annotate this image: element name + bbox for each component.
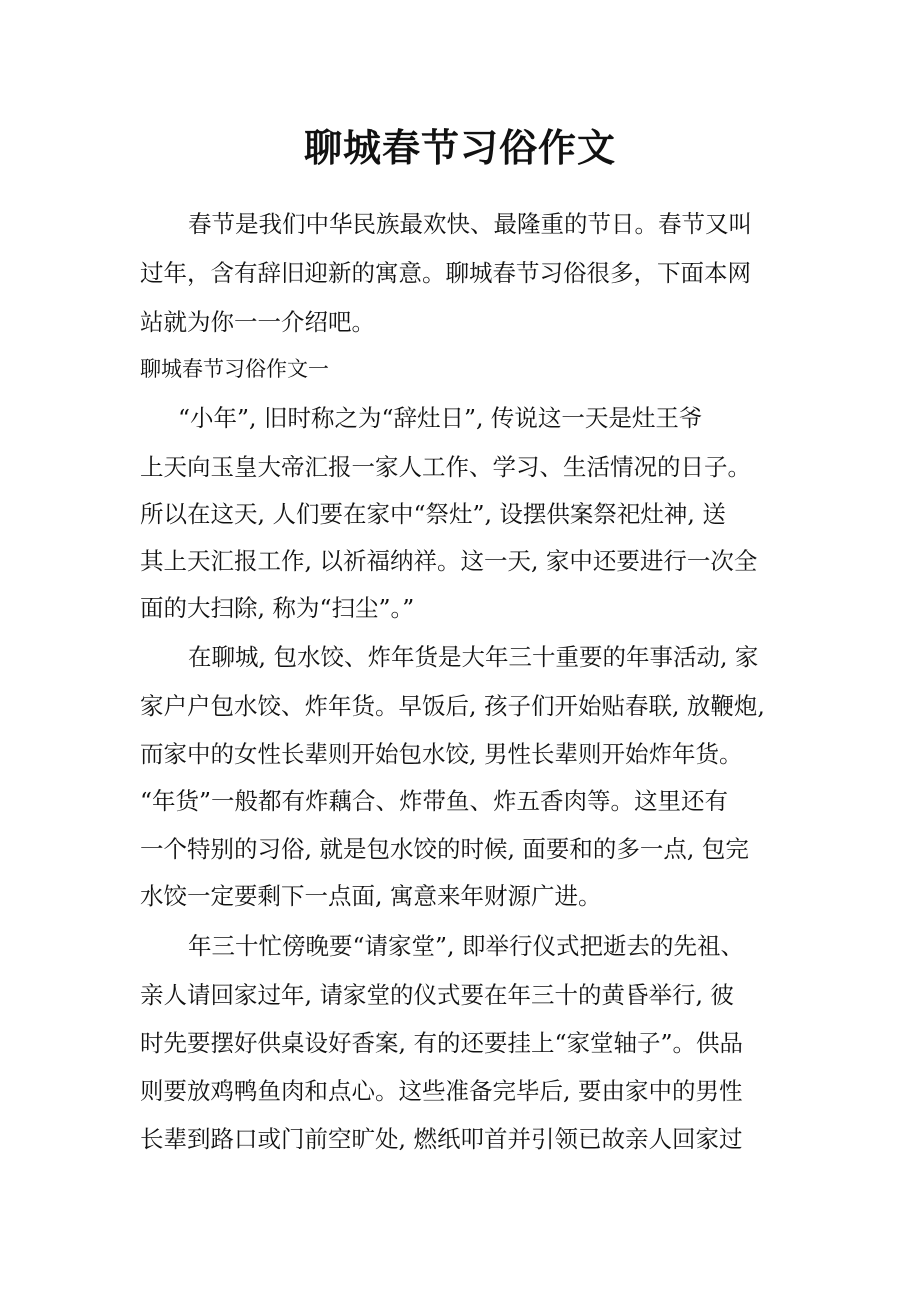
paragraph-line: 时先要摆好供桌设好香案, 有的还要挂上“家堂轴子”。供品	[140, 1029, 743, 1057]
paragraph-line: 水饺一定要剩下一点面, 寓意来年财源广进。	[140, 882, 602, 910]
paragraph-line: 所以在这天, 人们要在家中“祭灶”, 设摆供案祭祀灶神, 送	[140, 500, 726, 528]
paragraph-line: 年三十忙傍晚要“请家堂”, 即举行仪式把逝去的先祖、	[188, 932, 744, 960]
paragraph-line: 则要放鸡鸭鱼肉和点心。这些准备完毕后, 要由家中的男性	[140, 1077, 743, 1105]
paragraph-line: 家户户包水饺、炸年货。早饭后, 孩子们开始贴春联, 放鞭炮,	[140, 692, 765, 720]
paragraph-line: 上天向玉皇大帝汇报一家人工作、学习、生活情况的日子。	[140, 453, 751, 481]
section-subtitle: 聊城春节习俗作文一	[140, 357, 329, 381]
paragraph-line: 一个特别的习俗, 就是包水饺的时候, 面要和的多一点, 包完	[140, 835, 749, 863]
paragraph-line: “年货”一般都有炸藕合、炸带鱼、炸五香肉等。这里还有	[140, 787, 729, 815]
intro-line: 站就为你一一介绍吧。	[140, 308, 375, 336]
paragraph-line: 亲人请回家过年, 请家堂的仪式要在年三十的黄昏举行, 彼	[140, 981, 734, 1009]
paragraph-line: “小年”, 旧时称之为“辞灶日”, 传说这一天是灶王爷	[178, 404, 703, 432]
paragraph-line: 而家中的女性长辈则开始包水饺, 男性长辈则开始炸年货。	[140, 740, 743, 768]
paragraph-line: 面的大扫除, 称为“扫尘”。”	[140, 594, 415, 622]
intro-line: 春节是我们中华民族最欢快、最隆重的节日。春节又叫	[188, 210, 752, 238]
paragraph-line: 长辈到路口或门前空旷处, 燃纸叩首并引领已故亲人回家过	[140, 1125, 743, 1153]
paragraph-line: 在聊城, 包水饺、炸年货是大年三十重要的年事活动, 家	[188, 643, 759, 671]
intro-line: 过年，含有辞旧迎新的寓意。聊城春节习俗很多，下面本网	[140, 259, 751, 287]
paragraph-line: 其上天汇报工作, 以祈福纳祥。这一天, 家中还要进行一次全	[140, 547, 758, 575]
document-title: 聊城春节习俗作文	[303, 125, 616, 170]
